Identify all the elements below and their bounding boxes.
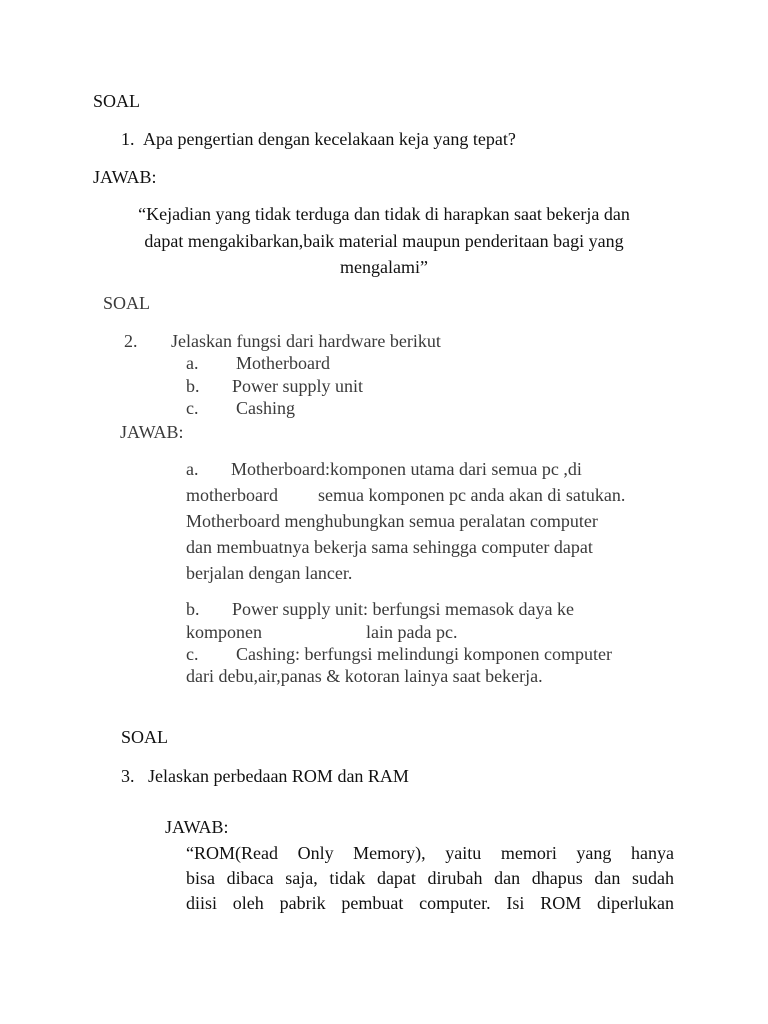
answer-c-letter: c. (186, 644, 199, 664)
answer-c-line-1: Cashing: berfungsi melindungi komponen computer (236, 644, 612, 664)
answer-3-line-1: “ROM(Read Only Memory), yaitu memori yang hanya (186, 843, 674, 863)
soal-heading-2: SOAL (103, 293, 151, 313)
soal-heading-3: SOAL (121, 727, 169, 747)
question-3-text: Jelaskan perbedaan ROM dan RAM (148, 766, 409, 786)
question-2-text: Jelaskan fungsi dari hardware berikut (171, 331, 441, 351)
answer-b-line-1: Power supply unit: berfungsi memasok daya ke (232, 599, 574, 619)
answer-a-line-3: Motherboard menghubungkan semua peralatan computer (186, 511, 598, 531)
answer-1-line-3: mengalami” (340, 257, 428, 277)
answer-a-line-1: Motherboard:komponen utama dari semua pc ,di (231, 459, 582, 479)
question-number-2: 2. (124, 331, 138, 351)
jawab-heading-3: JAWAB: (165, 817, 229, 837)
answer-b-line-2a: komponen (186, 622, 262, 642)
answer-1-line-2: dapat mengakibarkan,baik material maupun penderitaan bagi yang (144, 231, 624, 251)
question-number-1: 1. (121, 129, 135, 149)
answer-1-line-1: “Kejadian yang tidak terduga dan tidak di harapkan saat bekerja dan (138, 204, 630, 224)
item-letter-c: c. (186, 398, 199, 418)
item-letter-a: a. (186, 353, 199, 373)
item-text-b: Power supply unit (232, 376, 364, 396)
answer-a-line-2b: semua komponen pc anda akan di satukan. (318, 485, 626, 505)
answer-b-line-2b: lain pada pc. (366, 622, 458, 642)
jawab-heading-1: JAWAB: (93, 167, 157, 187)
answer-3-line-3: diisi oleh pabrik pembuat computer. Isi ROM diperlukan (186, 893, 674, 913)
answer-a-line-4: dan membuatnya bekerja sama sehingga computer dapat (186, 537, 593, 557)
jawab-heading-2: JAWAB: (120, 422, 184, 442)
answer-b-letter: b. (186, 599, 200, 619)
answer-a-line-2a: motherboard (186, 485, 278, 505)
item-text-a: Motherboard (236, 353, 330, 373)
item-text-c: Cashing (236, 398, 296, 418)
question-number-3: 3. (121, 766, 135, 786)
item-letter-b: b. (186, 376, 200, 396)
answer-c-line-2: dari debu,air,panas & kotoran lainya saat bekerja. (186, 666, 543, 686)
answer-a-line-5: berjalan dengan lancer. (186, 563, 353, 583)
answer-3-line-2: bisa dibaca saja, tidak dapat dirubah dan dhapus dan sudah (186, 868, 674, 888)
soal-heading-1: SOAL (93, 91, 141, 111)
answer-a-letter: a. (186, 459, 199, 479)
question-1-text: Apa pengertian dengan kecelakaan keja yang tepat? (143, 129, 516, 149)
